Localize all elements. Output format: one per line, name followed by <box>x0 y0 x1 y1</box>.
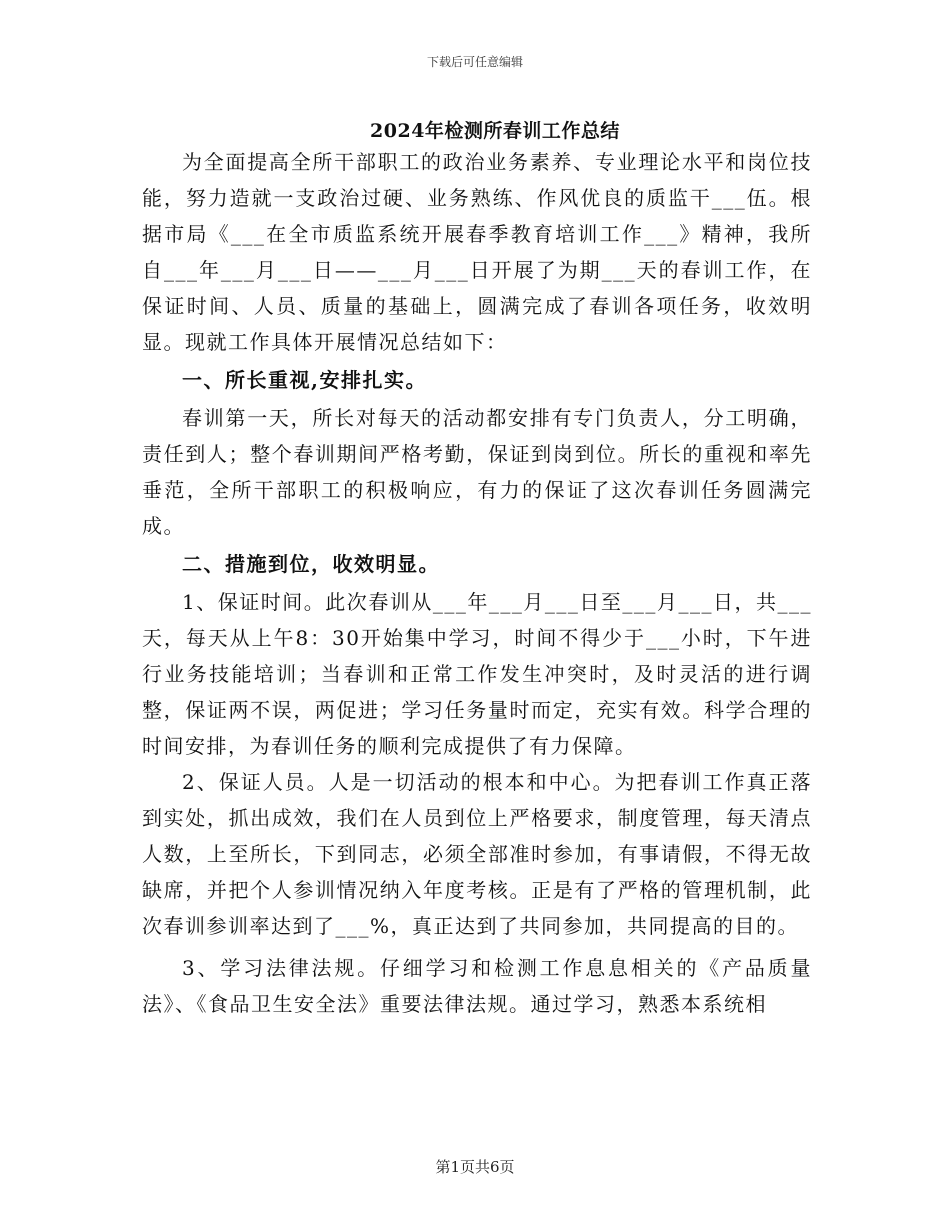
section-heading-2: 二、措施到位，收效明显。 <box>182 552 440 576</box>
document-body <box>142 144 812 1022</box>
body-paragraph: 2、保证人员。人是一切活动的根本和中心。为把春训工作真正落到实处，抓出成效，我们在人员到位上严格要求，制度管理，每天清点人数，上至所长，下到同志，必须全部准时参加，有事请假，不得无故缺席，并把个人参训情况纳入年度考核。正是有了严格的管理机制，此次春训参训率达到了___%，真正达到了共同参加，共同提高的目的。 <box>142 770 812 938</box>
body-paragraph: 春训第一天，所长对每天的活动都安排有专门负责人，分工明确，责任到人；整个春训期间严格考勤，保证到岗到位。所长的重视和率先垂范，全所干部职工的积极响应，有力的保证了这次春训任务圆满完成。 <box>142 406 812 538</box>
document-title: 2024年检测所春训工作总结 <box>370 120 620 142</box>
header-note: 下载后可任意编辑 <box>426 55 523 69</box>
body-paragraph: 1、保证时间。此次春训从___年___月___日至___月___日，共___天，每天从上午8：30开始集中学习，时间不得少于___小时，下午进行业务技能培训；当春训和正常工作发生冲突时，及时灵活的进行调整，保证两不误，两促进；学习任务量时而定，充实有效。科学合理的时间安排，为春训任务的顺利完成提供了有力保障。 <box>142 590 812 758</box>
section-heading-1: 一、所长重视,安排扎实。 <box>182 368 427 392</box>
intro-paragraph: 为全面提高全所干部职工的政治业务素养、专业理论水平和岗位技能，努力造就一支政治过硬、业务熟练、作风优良的质监干___伍。根据市局《___在全市质监系统开展春季教育培训工作___》精神，我所自___年___月___日——___月___日开展了为期___天的春训工作，在保证时间、人员、质量的基础上，圆满完成了春训各项任务，收效明显。现就工作具体开展情况总结如下： <box>142 150 812 354</box>
body-paragraph: 3、学习法律法规。仔细学习和检测工作息息相关的《产品质量法》、《食品卫生安全法》重要法律法规。通过学习，熟悉本系统相 <box>142 956 812 1016</box>
page-number: 第1页共6页 <box>435 1158 515 1176</box>
